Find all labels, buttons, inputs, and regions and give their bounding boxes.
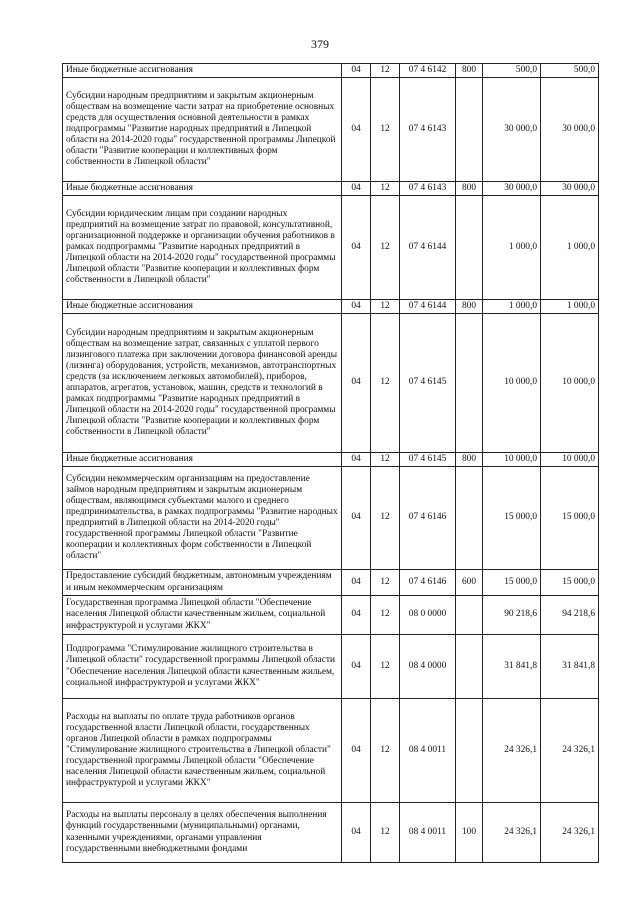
row-section: 04	[342, 570, 371, 596]
row-amount-1: 15 000,0	[483, 570, 541, 596]
row-expense-type	[456, 196, 483, 300]
row-name: Иные бюджетные ассигнования	[63, 300, 342, 314]
row-amount-2: 10 000,0	[541, 453, 599, 467]
row-target-code: 07 4 6145	[400, 453, 456, 467]
table-row	[63, 635, 599, 699]
row-section: 04	[342, 467, 371, 570]
row-subsection: 12	[371, 64, 400, 78]
row-name: Государственная программа Липецкой области "Обеспечение населения Липецкой области качественным жильем, социальной инфраструктурой и услугами ЖКХ"	[63, 596, 342, 635]
row-amount-1: 24 326,1	[483, 699, 541, 803]
row-section: 04	[342, 314, 371, 453]
row-expense-type: 800	[456, 453, 483, 467]
table-row	[63, 467, 599, 570]
row-amount-1: 10 000,0	[483, 314, 541, 453]
table-row	[63, 596, 599, 635]
row-target-code: 07 4 6142	[400, 64, 456, 78]
table-row	[63, 182, 599, 196]
row-target-code: 07 4 6144	[400, 300, 456, 314]
row-section: 04	[342, 64, 371, 78]
row-name: Субсидии народным предприятиям и закрытым акционерным обществам на возмещение затрат, связанных с уплатой первого лизингового платежа при заключении договора финансовой аренды (лизинга) оборудования, устройств, механизмов, автотранспортных средств (за исключением легковых автомобилей), приборов, аппаратов, агрегатов, установок, машин, средств и технологий в рамках подпрограммы "Развитие народных предприятий в Липецкой области на 2014-2020 годы" государственной программы Липецкой области "Развитие кооперации и коллективных форм собственности в Липецкой области"	[63, 314, 342, 453]
row-target-code: 08 4 0011	[400, 699, 456, 803]
page-number: 379	[311, 37, 329, 51]
row-amount-2: 15 000,0	[541, 467, 599, 570]
row-name: Субсидии юридическим лицам при создании народных предприятий на возмещение затрат по правовой, консультативной, организационной поддержке и организации обучения работников в рамках подпрограммы "Развитие народных предприятий в Липецкой области на 2014-2020 годы" государственной программы Липецкой области "Развитие кооперации и коллективных форм собственности в Липецкой области"	[63, 196, 342, 300]
row-expense-type: 600	[456, 570, 483, 596]
row-amount-2: 24 326,1	[541, 803, 599, 863]
row-subsection: 12	[371, 182, 400, 196]
table-row	[63, 78, 599, 182]
budget-table	[62, 63, 599, 863]
row-target-code: 08 4 0011	[400, 803, 456, 863]
row-amount-2: 24 326,1	[541, 699, 599, 803]
row-amount-1: 1 000,0	[483, 196, 541, 300]
row-subsection: 12	[371, 78, 400, 182]
row-expense-type	[456, 699, 483, 803]
row-section: 04	[342, 78, 371, 182]
row-amount-2: 10 000,0	[541, 314, 599, 453]
row-subsection: 12	[371, 699, 400, 803]
row-subsection: 12	[371, 635, 400, 699]
row-section: 04	[342, 196, 371, 300]
row-subsection: 12	[371, 196, 400, 300]
row-amount-2: 15 000,0	[541, 570, 599, 596]
row-name: Субсидии некоммерческим организациям на предоставление займов народным предприятиям и закрытым акционерным обществам, являющимся субъектами малого и среднего предпринимательства, в рамках подпрограммы "Развитие народных предприятий в Липецкой области на 2014-2020 годы" государственной программы Липецкой области "Развитие кооперации и коллективных форм собственности в Липецкой области"	[63, 467, 342, 570]
table-row	[63, 699, 599, 803]
row-section: 04	[342, 182, 371, 196]
row-name: Расходы на выплаты по оплате труда работников органов государственной власти Липецкой области, государственных органов Липецкой области в рамках подпрограммы "Стимулирование жилищного строительства в Липецкой области" государственной программы Липецкой области "Обеспечение населения Липецкой области качественным жильем, социальной инфраструктурой и услугами ЖКХ"	[63, 699, 342, 803]
row-target-code: 07 4 6145	[400, 314, 456, 453]
table-row	[63, 300, 599, 314]
row-section: 04	[342, 699, 371, 803]
row-subsection: 12	[371, 467, 400, 570]
row-amount-1: 31 841,8	[483, 635, 541, 699]
row-name: Субсидии народным предприятиям и закрытым акционерным обществам на возмещение части затрат на приобретение основных средств для осуществления основной деятельности в рамках подпрограммы "Развитие народных предприятий в Липецкой области на 2014-2020 годы" государственной программы Липецкой области "Развитие кооперации и коллективных форм собственности в Липецкой области"	[63, 78, 342, 182]
row-name: Иные бюджетные ассигнования	[63, 64, 342, 78]
row-amount-2: 1 000,0	[541, 196, 599, 300]
row-section: 04	[342, 300, 371, 314]
row-expense-type: 800	[456, 64, 483, 78]
row-amount-1: 24 326,1	[483, 803, 541, 863]
row-amount-1: 15 000,0	[483, 467, 541, 570]
row-expense-type	[456, 467, 483, 570]
row-amount-1: 30 000,0	[483, 78, 541, 182]
row-name: Предоставление субсидий бюджетным, автономным учреждениям и иным некоммерческим организациям	[63, 570, 342, 596]
row-amount-1: 90 218,6	[483, 596, 541, 635]
row-name: Иные бюджетные ассигнования	[63, 182, 342, 196]
row-amount-2: 30 000,0	[541, 78, 599, 182]
table-row	[63, 314, 599, 453]
row-amount-2: 1 000,0	[541, 300, 599, 314]
row-section: 04	[342, 803, 371, 863]
row-amount-2: 94 218,6	[541, 596, 599, 635]
row-target-code: 08 0 0000	[400, 596, 456, 635]
row-section: 04	[342, 596, 371, 635]
table-row	[63, 803, 599, 863]
row-target-code: 07 4 6143	[400, 182, 456, 196]
row-amount-1: 500,0	[483, 64, 541, 78]
row-expense-type: 100	[456, 803, 483, 863]
row-amount-1: 10 000,0	[483, 453, 541, 467]
table-row	[63, 64, 599, 78]
row-amount-1: 1 000,0	[483, 300, 541, 314]
row-expense-type: 800	[456, 300, 483, 314]
row-expense-type	[456, 314, 483, 453]
row-subsection: 12	[371, 300, 400, 314]
row-target-code: 07 4 6146	[400, 467, 456, 570]
row-target-code: 07 4 6143	[400, 78, 456, 182]
row-expense-type: 800	[456, 182, 483, 196]
row-expense-type	[456, 596, 483, 635]
row-amount-1: 30 000,0	[483, 182, 541, 196]
row-subsection: 12	[371, 596, 400, 635]
row-amount-2: 31 841,8	[541, 635, 599, 699]
row-section: 04	[342, 635, 371, 699]
row-name: Подпрограмма "Стимулирование жилищного строительства в Липецкой области" государственной программы Липецкой области "Обеспечение населения Липецкой области качественным жильем, социальной инфраструктурой и услугами ЖКХ"	[63, 635, 342, 699]
table-row	[63, 453, 599, 467]
row-subsection: 12	[371, 570, 400, 596]
row-subsection: 12	[371, 803, 400, 863]
row-target-code: 08 4 0000	[400, 635, 456, 699]
row-section: 04	[342, 453, 371, 467]
table-row	[63, 570, 599, 596]
table-row	[63, 196, 599, 300]
row-name: Расходы на выплаты персоналу в целях обеспечения выполнения функций государственными (муниципальными) органами, казенными учреждениями, органами управления государственными внебюджетными фондами	[63, 803, 342, 863]
row-name: Иные бюджетные ассигнования	[63, 453, 342, 467]
row-expense-type	[456, 635, 483, 699]
row-target-code: 07 4 6146	[400, 570, 456, 596]
row-target-code: 07 4 6144	[400, 196, 456, 300]
row-amount-2: 500,0	[541, 64, 599, 78]
row-amount-2: 30 000,0	[541, 182, 599, 196]
row-subsection: 12	[371, 453, 400, 467]
row-subsection: 12	[371, 314, 400, 453]
row-expense-type	[456, 78, 483, 182]
